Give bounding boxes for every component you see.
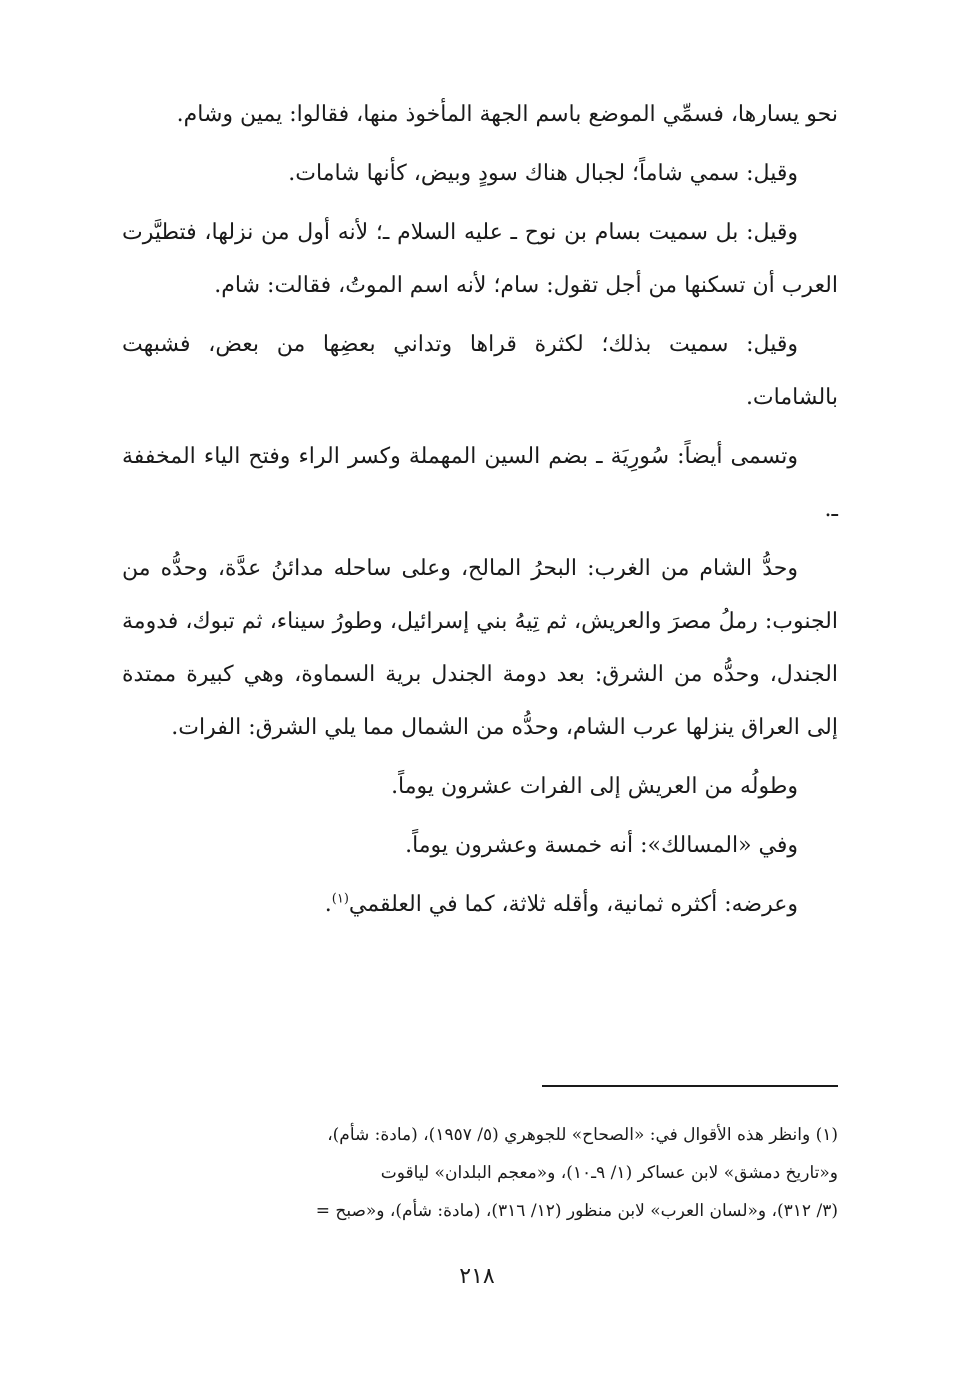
paragraph-7: وطولُه من العريش إلى الفرات عشرون يوماً.	[391, 774, 798, 799]
paragraph-9	[122, 878, 838, 931]
paragraph-4: وقيل: سميت بذلك؛ لكثرة قراها وتداني بعضِها من بعض، فشبهت بالشامات.	[122, 332, 838, 410]
footnote-line-2: و«تاريخ دمشق» لابن عساكر (١/ ٩ـ١٠)، و«معجم البلدان» لياقوت	[380, 1163, 838, 1183]
paragraph-3: وقيل: بل سميت بسام بن نوح ـ عليه السلام ـ؛ لأنه أول من نزلها، فتطيَّرت العرب أن تسكنها من أجل تقول: سام؛ لأنه اسم الموتُ، فقالت: شام.	[122, 220, 838, 298]
paragraph-8: وفي «المسالك»: أنه خمسة وعشرون يوماً.	[405, 833, 798, 858]
footnotes	[122, 1116, 838, 1230]
paragraph-9-text: وعرضه: أكثره ثمانية، وأقله ثلاثة، كما في العلقمي	[348, 892, 798, 917]
paragraph-9-end: .	[324, 892, 332, 917]
footnote-line-3: (٣/ ٣١٢)، و«لسان العرب» لابن منظور (١٢/ ٣١٦)، (مادة: شأم)، و«صبح =	[315, 1201, 838, 1221]
paragraph-1: نحو يسارها، فسمِّي الموضع باسم الجهة المأخوذ منها، فقالوا: يمين وشام.	[176, 102, 838, 127]
page-number: ٢١٨	[459, 1264, 495, 1289]
main-text	[122, 88, 838, 937]
paragraph-2: وقيل: سمي شاماً؛ لجبال هناك سودٍ وبيض، كأنها شامات.	[288, 161, 798, 186]
paragraph-6: وحدُّ الشام من الغرب: البحرُ المالح، وعلى ساحله مدائنُ عدَّة، وحدُّه من الجنوب: رملُ مصرَ والعريش، ثم تِيهُ بني إسرائيل، وطورُ سيناء، ثم تبوك، فدومة الجندل، وحدُّه من الشرق: بعد دومة الجندل برية السماوة، وهي كبيرة ممتدة إلى العراق ينزلها عرب الشام، وحدُّه من الشمال مما يلي الشرق: الفرات.	[122, 556, 838, 740]
footnote-reference[interactable]: (١)	[331, 891, 349, 907]
paragraph-5: وتسمى أيضاً: سُورِيَة ـ بضم السين المهملة وكسر الراء وفتح الياء المخففة ـ.	[122, 444, 838, 522]
footnote-separator	[542, 1085, 838, 1087]
footnote-line-1: (١) وانظر هذه الأقوال في: «الصحاح» للجوهري (٥/ ١٩٥٧)، (مادة: شأم)،	[327, 1125, 838, 1145]
